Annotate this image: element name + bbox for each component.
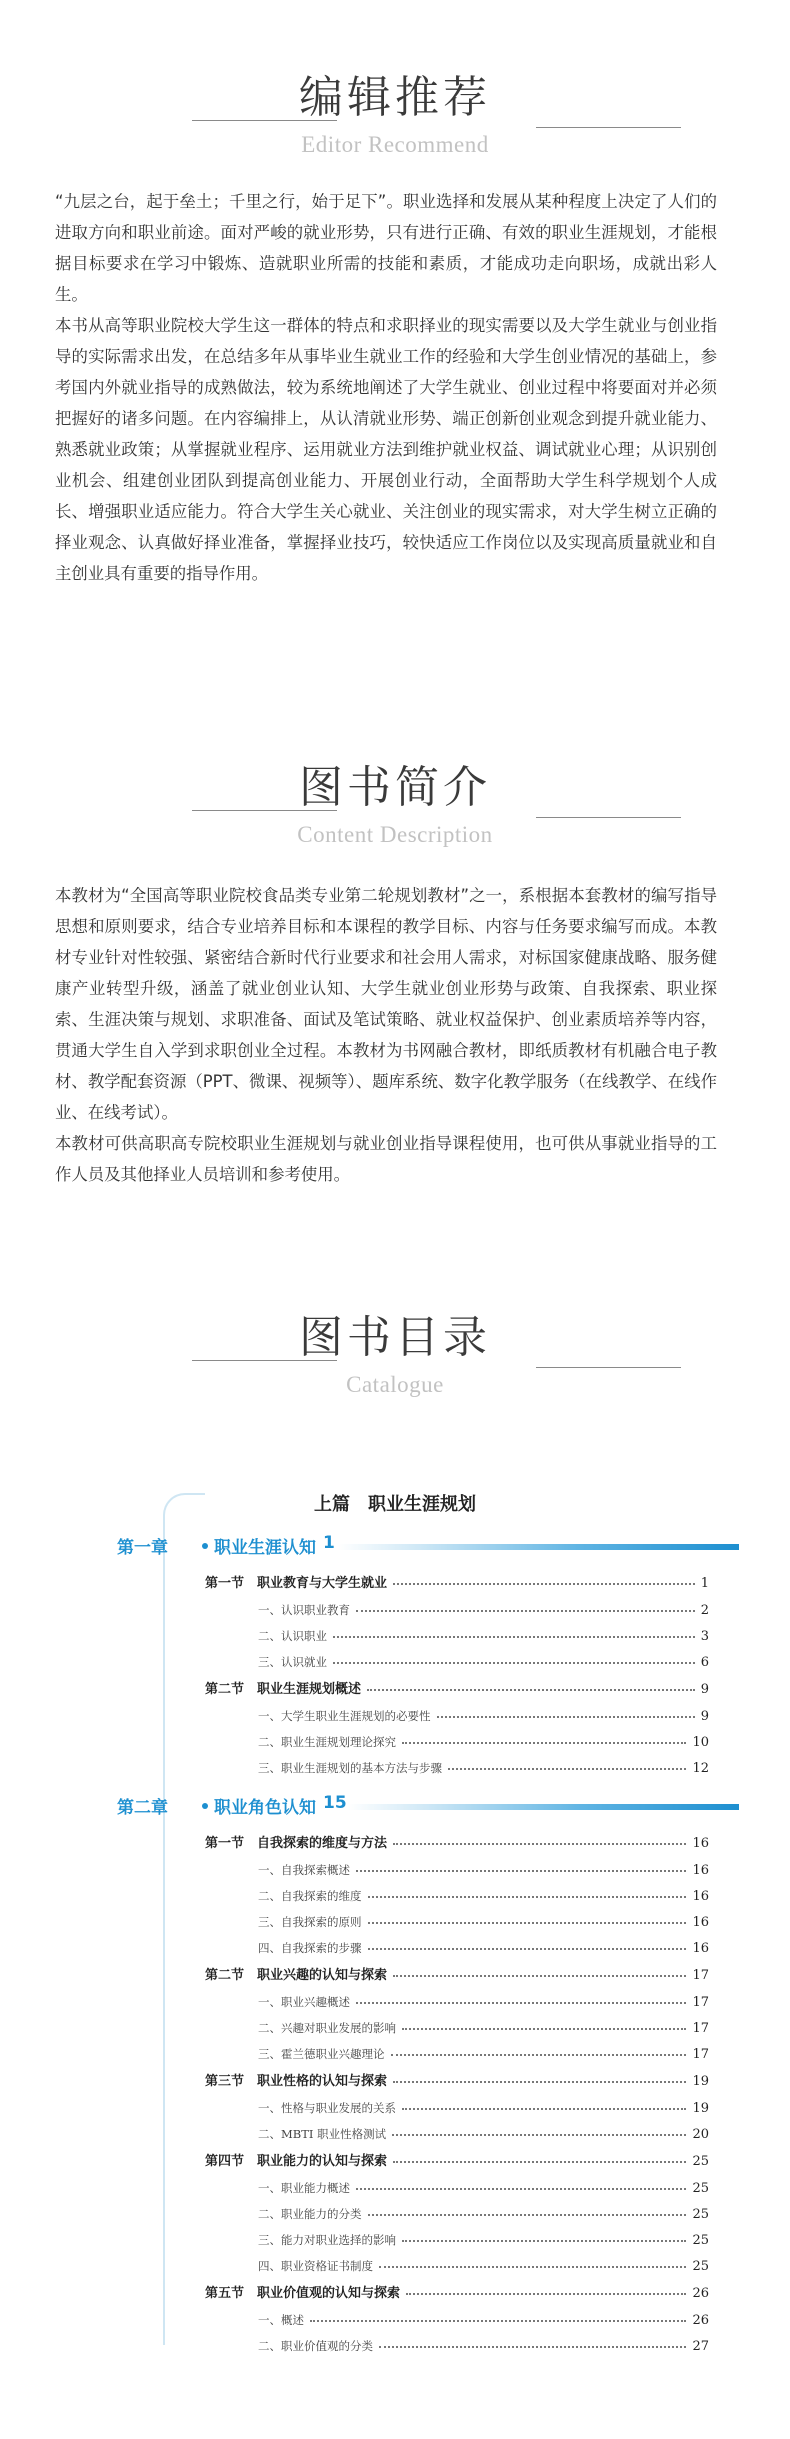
toc-subsection — [258, 1645, 709, 1670]
toc-subsection — [258, 1879, 709, 1904]
chapter-bar — [338, 1544, 739, 1550]
dot-leader — [356, 1609, 695, 1612]
toc-section — [205, 2064, 709, 2089]
toc-subsection — [258, 2037, 709, 2062]
paragraph: 本教材为“全国高等职业院校食品类专业第二轮规划教材”之一，系根据本套教材的编写指导思想和原则要求，结合专业培养目标和本课程的教学目标、内容与任务要求编写而成。本教材专业针对性较强、紧密结合新时代行业要求和社会用人需求，对标国家健康战略、服务健康产业转型升级，涵盖了就业创业认知、大学生就业创业形势与政策、自我探索、职业探索、生涯决策与规划、求职准备、面试及笔试策略、就业权益保护、创业素质培养等内容，贯通大学生自入学到求职创业全过程。本教材为书网融合教材，即纸质教材有机融合电子教材、教学配套资源（PPT、微课、视频等）、题库系统、数字化教学服务（在线教学、在线作业、在线考试）。 — [55, 886, 717, 1122]
dot-leader — [393, 1974, 686, 1977]
subsection-label: 三、霍兰德职业兴趣理论 — [258, 2047, 385, 2061]
toc-section — [205, 1826, 709, 1851]
section-number: 第三节 — [205, 2074, 245, 2089]
page-number: 12 — [692, 1761, 709, 1776]
page-number: 17 — [692, 1995, 709, 2010]
toc-subsection — [258, 2249, 709, 2274]
dot-leader — [368, 1895, 687, 1898]
toc-subsection — [258, 1619, 709, 1644]
section-label: 职业教育与大学生就业 — [257, 1576, 388, 1591]
dot-leader — [402, 1741, 686, 1744]
dot-leader — [356, 2001, 686, 2004]
subsection-label: 二、职业能力的分类 — [258, 2207, 362, 2221]
divider-line — [536, 817, 681, 818]
toc-subsection — [258, 2303, 709, 2328]
subsection-label: 二、职业价值观的分类 — [258, 2339, 373, 2353]
subsection-label: 二、自我探索的维度 — [258, 1889, 362, 1903]
bullet-dot-icon — [202, 1803, 208, 1809]
dot-leader — [393, 1842, 686, 1845]
toc-section — [205, 1566, 709, 1591]
paragraph: “九层之台，起于垒土；千里之行，始于足下”。职业选择和发展从某种程度上决定了人们的进取方向和职业前途。面对严峻的就业形势，只有进行正确、有效的职业生涯规划，才能根据目标要求在学习中锻炼、造就职业所需的技能和素质，才能成功走向职场，成就出彩人生。 — [55, 192, 717, 304]
dot-leader — [368, 2213, 687, 2216]
toc-subsection — [258, 2197, 709, 2222]
section-number: 第五节 — [205, 2286, 245, 2301]
catalogue-frame — [163, 1493, 205, 2345]
page-number: 16 — [692, 1863, 709, 1878]
dot-leader — [310, 2319, 686, 2322]
subsection-label: 二、兴趣对职业发展的影响 — [258, 2021, 396, 2035]
section-title: 编辑推荐 — [299, 72, 491, 123]
toc-subsection — [258, 1985, 709, 2010]
page-number: 9 — [700, 1682, 709, 1697]
divider-line — [536, 127, 681, 128]
subsection-label: 四、职业资格证书制度 — [258, 2259, 373, 2273]
page-number: 16 — [692, 1941, 709, 1956]
section-subtitle: Catalogue — [346, 1372, 444, 1397]
chapter-number: 第一章 — [117, 1538, 168, 1558]
section-number: 第一节 — [205, 1836, 245, 1851]
subsection-label: 二、MBTI 职业性格测试 — [258, 2127, 387, 2141]
section-title: 图书目录 — [299, 1312, 491, 1363]
subsection-label: 一、性格与职业发展的关系 — [258, 2101, 396, 2115]
chapter-name: 职业生涯认知 — [214, 1538, 316, 1558]
paragraph: 本教材可供高职高专院校职业生涯规划与就业创业指导课程使用，也可供从事就业指导的工作人员及其他择业人员培训和参考使用。 — [55, 1134, 717, 1184]
page-number: 17 — [692, 2021, 709, 2036]
page-number: 3 — [700, 1629, 709, 1644]
dot-leader — [392, 2133, 686, 2136]
page-number: 17 — [692, 1968, 709, 1983]
dot-leader — [393, 2080, 686, 2083]
subsection-label: 三、自我探索的原则 — [258, 1915, 362, 1929]
dot-leader — [356, 1869, 686, 1872]
subsection-label: 三、职业生涯规划的基本方法与步骤 — [258, 1761, 442, 1775]
section-number: 第二节 — [205, 1682, 245, 1697]
dot-leader — [406, 2292, 686, 2295]
chapter-name: 职业角色认知 — [214, 1798, 316, 1818]
subsection-label: 一、认识职业教育 — [258, 1603, 350, 1617]
section-number: 第一节 — [205, 1576, 245, 1591]
subsection-label: 一、自我探索概述 — [258, 1863, 350, 1877]
section-label: 自我探索的维度与方法 — [257, 1836, 388, 1851]
dot-leader — [333, 1635, 695, 1638]
toc-subsection — [258, 2171, 709, 2196]
toc-section — [205, 1958, 709, 1983]
page-number: 17 — [692, 2047, 709, 2062]
page-number: 25 — [692, 2181, 709, 2196]
section-label: 职业能力的认知与探索 — [257, 2154, 388, 2169]
editor-text — [55, 186, 717, 589]
subsection-label: 三、能力对职业选择的影响 — [258, 2233, 396, 2247]
toc-subsection — [258, 1931, 709, 1956]
dot-leader — [402, 2107, 686, 2110]
dot-leader — [367, 1688, 695, 1691]
bullet-dot-icon — [202, 1543, 208, 1549]
page-number: 27 — [692, 2339, 709, 2354]
dot-leader — [368, 1947, 687, 1950]
toc-subsection — [258, 2091, 709, 2116]
subsection-label: 一、职业能力概述 — [258, 2181, 350, 2195]
toc-section — [205, 2276, 709, 2301]
page-number: 25 — [692, 2207, 709, 2222]
intro-section-header — [0, 760, 790, 850]
toc-subsection — [258, 1751, 709, 1776]
subsection-label: 二、认识职业 — [258, 1629, 327, 1643]
section-subtitle: Content Description — [297, 822, 493, 847]
chapter-bar — [348, 1804, 739, 1810]
toc-subsection — [258, 2011, 709, 2036]
dot-leader — [402, 2027, 686, 2030]
subsection-label: 四、自我探索的步骤 — [258, 1941, 362, 1955]
page-number: 6 — [700, 1655, 709, 1670]
page-number: 20 — [692, 2127, 709, 2142]
toc-subsection — [258, 2117, 709, 2142]
dot-leader — [333, 1661, 695, 1664]
section-number: 第四节 — [205, 2154, 245, 2169]
page-number: 25 — [692, 2233, 709, 2248]
section-label: 职业性格的认知与探索 — [257, 2074, 388, 2089]
intro-text — [55, 880, 717, 1190]
dot-leader — [391, 2053, 687, 2056]
chapter-page: 15 — [323, 1793, 347, 1813]
divider-line — [536, 1367, 681, 1368]
editor-section-header — [0, 70, 790, 160]
section-label: 职业价值观的认知与探索 — [257, 2286, 401, 2301]
dot-leader — [448, 1767, 686, 1770]
page-number: 16 — [692, 1915, 709, 1930]
toc-subsection — [258, 2329, 709, 2354]
page-number: 2 — [700, 1603, 709, 1618]
subsection-label: 一、概述 — [258, 2313, 304, 2327]
toc-subsection — [258, 1725, 709, 1750]
toc-subsection — [258, 1699, 709, 1724]
chapter-page: 1 — [323, 1533, 335, 1553]
dot-leader — [437, 1715, 695, 1718]
section-number: 第二节 — [205, 1968, 245, 1983]
page-number: 16 — [692, 1889, 709, 1904]
page-number: 10 — [692, 1735, 709, 1750]
page-number: 26 — [692, 2286, 709, 2301]
page-number: 16 — [692, 1836, 709, 1851]
toc-subsection — [258, 2223, 709, 2248]
catalogue-section-header — [0, 1310, 790, 1400]
chapter-heading — [113, 1790, 739, 1820]
dot-leader — [356, 2187, 686, 2190]
page-number: 25 — [692, 2259, 709, 2274]
toc-subsection — [258, 1905, 709, 1930]
page-number: 19 — [692, 2074, 709, 2089]
dot-leader — [393, 2160, 686, 2163]
dot-leader — [379, 2345, 686, 2348]
page-number: 19 — [692, 2101, 709, 2116]
toc-subsection — [258, 1853, 709, 1878]
subsection-label: 一、大学生职业生涯规划的必要性 — [258, 1709, 431, 1723]
page-number: 26 — [692, 2313, 709, 2328]
toc-section — [205, 1672, 709, 1697]
subsection-label: 三、认识就业 — [258, 1655, 327, 1669]
section-label: 职业生涯规划概述 — [257, 1682, 362, 1697]
dot-leader — [393, 1582, 695, 1585]
page-number: 1 — [700, 1576, 709, 1591]
dot-leader — [368, 1921, 687, 1924]
chapter-heading — [113, 1530, 739, 1560]
page-number: 25 — [692, 2154, 709, 2169]
chapter-number: 第二章 — [117, 1798, 168, 1818]
subsection-label: 一、职业兴趣概述 — [258, 1995, 350, 2009]
toc-subsection — [258, 1593, 709, 1618]
toc-section — [205, 2144, 709, 2169]
dot-leader — [402, 2239, 686, 2242]
subsection-label: 二、职业生涯规划理论探究 — [258, 1735, 396, 1749]
dot-leader — [379, 2265, 686, 2268]
page-number: 9 — [700, 1709, 709, 1724]
part-title: 上篇 职业生涯规划 — [314, 1494, 476, 1515]
paragraph: 本书从高等职业院校大学生这一群体的特点和求职择业的现实需要以及大学生就业与创业指导的实际需求出发，在总结多年从事毕业生就业工作的经验和大学生创业情况的基础上，参考国内外就业指导的成熟做法，较为系统地阐述了大学生就业、创业过程中将要面对并必须把握好的诸多问题。在内容编排上，从认清就业形势、端正创新创业观念到提升就业能力、熟悉就业政策；从掌握就业程序、运用就业方法到维护就业权益、调试就业心理；从识别创业机会、组建创业团队到提高创业能力、开展创业行动，全面帮助大学生科学规划个人成长、增强职业适应能力。符合大学生关心就业、关注创业的现实需求，对大学生树立正确的择业观念、认真做好择业准备，掌握择业技巧，较快适应工作岗位以及实现高质量就业和自主创业具有重要的指导作用。 — [55, 316, 717, 583]
section-label: 职业兴趣的认知与探索 — [257, 1968, 388, 1983]
section-subtitle: Editor Recommend — [301, 132, 489, 157]
section-title: 图书简介 — [299, 762, 491, 813]
